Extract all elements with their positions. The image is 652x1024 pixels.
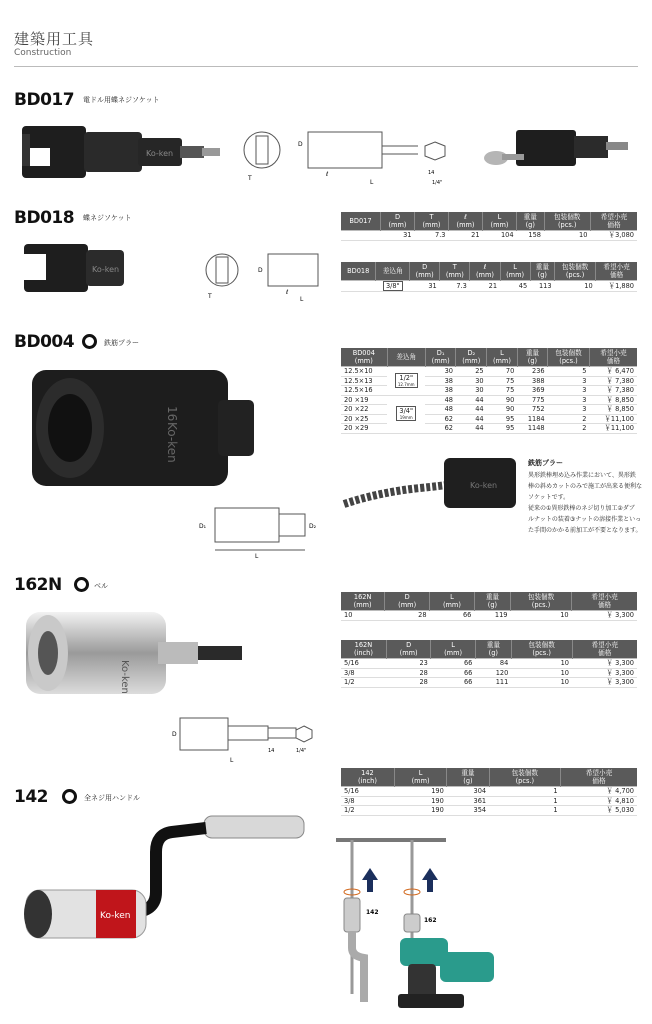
table-header-cell: D (mm) [386, 640, 430, 659]
bd017-photo [18, 118, 223, 188]
svg-text:T: T [208, 293, 212, 300]
table-header-cell: L (mm) [394, 768, 446, 787]
table-cell: 158 [517, 231, 544, 241]
table-cell: 7.3 [414, 231, 448, 241]
table-row [341, 395, 637, 405]
table-row [341, 367, 637, 377]
svg-text:D₁: D₁ [199, 523, 207, 530]
table-cell: 90 [487, 405, 518, 415]
table-cell: 104 [483, 231, 517, 241]
svg-text:14: 14 [428, 170, 435, 176]
table-cell: 28 [386, 668, 430, 678]
table-header-cell: 重量 (g) [530, 262, 554, 281]
table-header-cell: L (mm) [430, 592, 475, 611]
table-cell: 20 ×19 [341, 395, 387, 405]
table-cell: 10 [511, 668, 572, 678]
table-cell: 2 [548, 414, 590, 424]
svg-text:ℓ: ℓ [326, 171, 329, 178]
table-cell: 3/8" [376, 281, 410, 292]
table-cell [341, 281, 376, 292]
table-row [341, 376, 637, 386]
svg-text:L: L [255, 553, 259, 560]
svg-text:142: 142 [366, 909, 379, 916]
table-cell: 5/16 [341, 659, 386, 669]
table-cell: 2 [548, 424, 590, 434]
table-header-cell: ℓ (mm) [449, 212, 483, 231]
table-cell: 10 [511, 659, 572, 669]
table-cell: 361 [447, 796, 489, 806]
table-header-cell: 希望小売 価格 [589, 348, 637, 367]
model-bd017: BD017 [14, 90, 75, 110]
table-cell: 1 [489, 787, 560, 797]
table-header-cell: BD017 [341, 212, 380, 231]
svg-text:D: D [258, 267, 263, 274]
table-cell: 20 ×25 [341, 414, 387, 424]
note-body: 異形鉄棒埋め込み作業において、異形鉄 棒の斜めカットのみで施工が出来る便利な ソケットです。 従来の①異形鉄棒のネジ切り加工②ダブ ルナットの装着③ナットの溶接作業といっ た手間のかかる前加工が不要となります。 [528, 472, 642, 534]
table-cell: 30 [425, 367, 456, 377]
table-cell: ￥11,100 [589, 414, 637, 424]
svg-text:L: L [300, 296, 304, 302]
table-cell [341, 231, 380, 241]
table-header-cell: 希望小売 価格 [590, 212, 637, 231]
table-cell: 90 [487, 395, 518, 405]
note-title: 鉄筋プラー [528, 459, 563, 467]
table-header-cell: D (mm) [410, 262, 440, 281]
table-cell: 190 [394, 806, 446, 816]
table-cell: 3 [548, 376, 590, 386]
table-header-cell: 162N (mm) [341, 592, 385, 611]
table-header-cell: D (mm) [385, 592, 430, 611]
table-cell: 48 [425, 405, 456, 415]
table-header-cell: D₁ (mm) [425, 348, 456, 367]
bd004-drawing [195, 500, 325, 560]
table-header-cell: L (mm) [500, 262, 530, 281]
table-cell: 66 [431, 659, 475, 669]
table-cell: 20 ×29 [341, 424, 387, 434]
table-cell: 10 [544, 231, 590, 241]
table-cell: 3 [548, 386, 590, 396]
svg-text:L: L [230, 757, 234, 764]
table-row [341, 231, 637, 241]
table-header-cell: L (mm) [487, 348, 518, 367]
table-row [341, 414, 637, 424]
table-cell: 30 [456, 386, 487, 396]
table-header-cell: D₂ (mm) [456, 348, 487, 367]
table-header-cell: ℓ (mm) [470, 262, 500, 281]
table-header-cell: 重量 (g) [447, 768, 489, 787]
svg-text:14: 14 [268, 748, 275, 754]
table-cell: 31 [410, 281, 440, 292]
table-header-cell: 差込角 [376, 262, 410, 281]
svg-text:T: T [248, 175, 252, 182]
table-cell: 354 [447, 806, 489, 816]
table-header-cell: 包装個数 (pcs.) [511, 592, 572, 611]
table-cell: ￥ 3,300 [572, 659, 637, 669]
table-cell: 23 [386, 659, 430, 669]
table-cell: ￥ 5,030 [561, 806, 637, 816]
142-spec-table [341, 768, 637, 816]
table-header-cell: 包装個数 (pcs.) [548, 348, 590, 367]
table-cell: 12.5×13 [341, 376, 387, 386]
table-cell: 3/8 [341, 668, 386, 678]
table-header-cell: 包装個数 (pcs.) [544, 212, 590, 231]
table-header-cell: T (mm) [440, 262, 470, 281]
ring-icon [74, 577, 89, 592]
table-cell: ￥ 3,300 [572, 668, 637, 678]
table-cell: 70 [487, 367, 518, 377]
table-cell: 190 [394, 787, 446, 797]
table-cell: 44 [456, 424, 487, 434]
model-142: 142 [14, 787, 48, 807]
table-cell: ￥ 4,700 [561, 787, 637, 797]
table-cell: 752 [517, 405, 547, 415]
table-row [341, 386, 637, 396]
table-cell: 66 [431, 678, 475, 688]
brand-label: Ko-ken [146, 149, 174, 158]
table-cell: 45 [500, 281, 530, 292]
bd017-spec-table [341, 212, 637, 241]
svg-text:Ko-ken: Ko-ken [470, 481, 498, 490]
table-cell: 1 [489, 796, 560, 806]
table-cell: 38 [425, 376, 456, 386]
drive-size-badge: 3/4" 19mm [396, 406, 416, 421]
bd017-drawing [240, 124, 450, 186]
table-cell: ￥ 8,850 [589, 395, 637, 405]
bd018-photo [18, 240, 128, 296]
table-cell: 44 [456, 405, 487, 415]
table-cell: 10 [511, 678, 572, 688]
162n-mm-spec-table [341, 592, 637, 621]
table-cell: ￥ 4,810 [561, 796, 637, 806]
table-cell: 12.5×10 [341, 367, 387, 377]
table-cell: 1148 [517, 424, 547, 434]
table-cell: 119 [474, 611, 510, 621]
svg-text:L: L [370, 179, 374, 186]
svg-text:Ko-ken: Ko-ken [92, 265, 120, 274]
desc-142: 全ネジ用ハンドル [84, 794, 140, 802]
table-cell: ￥1,880 [596, 281, 637, 292]
table-header-cell: 希望小売 価格 [572, 640, 637, 659]
table-cell: 95 [487, 414, 518, 424]
model-bd004: BD004 [14, 332, 75, 352]
table-header-cell: 希望小売 価格 [596, 262, 637, 281]
table-cell: 62 [425, 424, 456, 434]
table-cell: 62 [425, 414, 456, 424]
table-header-cell: 重量 (g) [517, 212, 544, 231]
table-cell: 31 [380, 231, 414, 241]
table-cell: 84 [475, 659, 511, 669]
table-cell: 1/2 [341, 678, 386, 688]
table-cell: 190 [394, 796, 446, 806]
page-title: 建築用工具 [14, 30, 95, 48]
table-cell: ￥ 6,470 [589, 367, 637, 377]
table-row [341, 281, 637, 292]
table-header-cell: 重量 (g) [517, 348, 547, 367]
table-header-cell: 162N (inch) [341, 640, 386, 659]
svg-text:D: D [172, 731, 177, 738]
svg-text:Ko-ken: Ko-ken [165, 422, 179, 463]
svg-text:D₂: D₂ [309, 523, 317, 530]
table-cell: ￥ 7,380 [589, 376, 637, 386]
svg-text:ℓ: ℓ [286, 289, 289, 296]
table-cell: 21 [470, 281, 500, 292]
table-header-cell: T (mm) [414, 212, 448, 231]
table-row [341, 806, 637, 816]
svg-text:Ko-ken: Ko-ken [100, 911, 131, 921]
bd018-drawing [200, 244, 330, 302]
table-row [341, 668, 637, 678]
table-cell: 1/2 [341, 806, 394, 816]
table-header-cell: L (mm) [431, 640, 475, 659]
table-header-cell: 包装個数 (pcs.) [489, 768, 560, 787]
table-cell: 44 [456, 414, 487, 424]
table-cell: 28 [385, 611, 430, 621]
svg-text:Ko-ken: Ko-ken [119, 660, 130, 694]
table-cell: ￥11,100 [589, 424, 637, 434]
model-162n: 162N [14, 575, 62, 595]
table-cell: ￥ 8,850 [589, 405, 637, 415]
table-cell: 48 [425, 395, 456, 405]
table-header-cell: D (mm) [380, 212, 414, 231]
drive-size-cell [387, 395, 425, 433]
table-cell: 75 [487, 376, 518, 386]
table-cell: 38 [425, 386, 456, 396]
table-cell: 95 [487, 424, 518, 434]
table-row [341, 659, 637, 669]
table-cell: 30 [456, 376, 487, 386]
table-cell: 44 [456, 395, 487, 405]
bd017-usage-photo [478, 122, 634, 182]
svg-text:D: D [298, 141, 303, 148]
142-162-usage-illustration [336, 834, 506, 1010]
table-cell: 10 [511, 611, 572, 621]
desc-bd018: 蝶ネジソケット [83, 214, 132, 222]
table-header-cell: 142 (inch) [341, 768, 394, 787]
table-cell: 3 [548, 395, 590, 405]
table-cell: ￥ 3,300 [572, 611, 637, 621]
table-cell: 236 [517, 367, 547, 377]
table-cell: 1184 [517, 414, 547, 424]
162n-photo [18, 600, 248, 700]
table-header-cell: 差込角 [387, 348, 425, 367]
svg-text:162: 162 [424, 917, 437, 924]
table-cell: 25 [456, 367, 487, 377]
ring-icon [82, 334, 97, 349]
table-cell: 3 [548, 405, 590, 415]
162n-inch-spec-table [341, 640, 637, 688]
table-header-cell: 希望小売 価格 [572, 592, 637, 611]
model-bd018: BD018 [14, 208, 75, 228]
table-row [341, 796, 637, 806]
table-cell: 10 [341, 611, 385, 621]
svg-text:1/4": 1/4" [432, 180, 443, 186]
table-cell: 5 [548, 367, 590, 377]
desc-bd004: 鉄筋プラー [104, 339, 139, 347]
table-row [341, 405, 637, 415]
142-photo [16, 812, 316, 952]
table-cell: 28 [386, 678, 430, 688]
table-cell: 66 [430, 611, 475, 621]
table-cell: 66 [431, 668, 475, 678]
table-header-cell: 包装個数 (pcs.) [555, 262, 596, 281]
table-cell: 111 [475, 678, 511, 688]
bd004-spec-table [341, 348, 637, 434]
table-cell: 21 [449, 231, 483, 241]
table-cell: 7.3 [440, 281, 470, 292]
table-cell: 75 [487, 386, 518, 396]
table-cell: 5/16 [341, 787, 394, 797]
table-cell: 1 [489, 806, 560, 816]
table-header-cell: BD004 (mm) [341, 348, 387, 367]
table-header-cell: L (mm) [483, 212, 517, 231]
drive-size-badge: 1/2" 12.7mm [395, 373, 418, 388]
table-row [341, 787, 637, 797]
table-header-cell: BD018 [341, 262, 376, 281]
table-cell: ￥3,080 [590, 231, 637, 241]
bd004-usage-photo [340, 452, 520, 516]
table-header-cell: 重量 (g) [474, 592, 510, 611]
table-cell: 369 [517, 386, 547, 396]
table-cell: ￥ 3,300 [572, 678, 637, 688]
bd018-spec-table [341, 262, 637, 292]
table-cell: 113 [530, 281, 554, 292]
svg-text:1/4": 1/4" [296, 748, 307, 754]
table-row [341, 678, 637, 688]
table-header-cell: 希望小売 価格 [561, 768, 637, 787]
bd004-photo [18, 362, 258, 492]
svg-text:16: 16 [165, 406, 179, 422]
table-cell: 775 [517, 395, 547, 405]
table-header-cell: 重量 (g) [475, 640, 511, 659]
table-cell: 304 [447, 787, 489, 797]
table-cell: 20 ×22 [341, 405, 387, 415]
table-cell: 3/8 [341, 796, 394, 806]
ring-icon [62, 789, 77, 804]
drive-size-cell [387, 367, 425, 396]
162n-drawing [170, 712, 320, 766]
table-cell: 10 [555, 281, 596, 292]
table-header-cell: 包装個数 (pcs.) [511, 640, 572, 659]
table-row [341, 424, 637, 434]
header-divider [14, 66, 638, 67]
table-cell: 120 [475, 668, 511, 678]
desc-162n: ベル [94, 582, 108, 590]
desc-bd017: 電ドル用蝶ネジソケット [83, 96, 160, 104]
table-row [341, 611, 637, 621]
page-subtitle: Construction [14, 48, 72, 58]
table-cell: 388 [517, 376, 547, 386]
table-cell: 12.5×16 [341, 386, 387, 396]
table-cell: ￥ 7,380 [589, 386, 637, 396]
